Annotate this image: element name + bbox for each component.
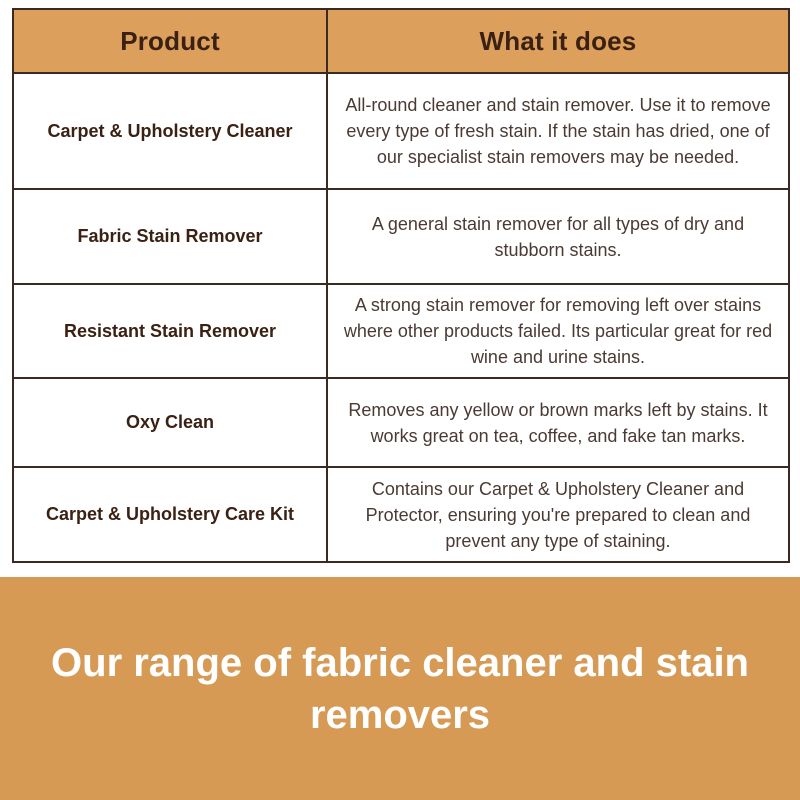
table-row [13, 467, 789, 562]
table-header-row [13, 9, 789, 73]
header-product: Product [13, 9, 327, 73]
product-description: Removes any yellow or brown marks left by stains. It works great on tea, coffee, and fake tan marks. [327, 378, 789, 467]
product-table [12, 8, 790, 563]
product-name: Carpet & Upholstery Care Kit [13, 467, 327, 562]
product-name: Carpet & Upholstery Cleaner [13, 73, 327, 189]
product-table-container [12, 8, 788, 562]
product-name: Fabric Stain Remover [13, 189, 327, 284]
product-description: A strong stain remover for removing left over stains where other products failed. Its particular great for red wine and urine stains. [327, 284, 789, 378]
footer-banner [0, 577, 800, 800]
table-row [13, 189, 789, 284]
table-row [13, 284, 789, 378]
footer-title: Our range of fabric cleaner and stain removers [51, 640, 749, 737]
product-description: A general stain remover for all types of dry and stubborn stains. [327, 189, 789, 284]
product-name: Oxy Clean [13, 378, 327, 467]
product-name: Resistant Stain Remover [13, 284, 327, 378]
product-description: Contains our Carpet & Upholstery Cleaner and Protector, ensuring you're prepared to clean and prevent any type of staining. [327, 467, 789, 562]
product-description: All-round cleaner and stain remover. Use it to remove every type of fresh stain. If the stain has dried, one of our specialist stain removers may be needed. [327, 73, 789, 189]
header-what-it-does: What it does [327, 9, 789, 73]
table-row [13, 378, 789, 467]
table-row [13, 73, 789, 189]
